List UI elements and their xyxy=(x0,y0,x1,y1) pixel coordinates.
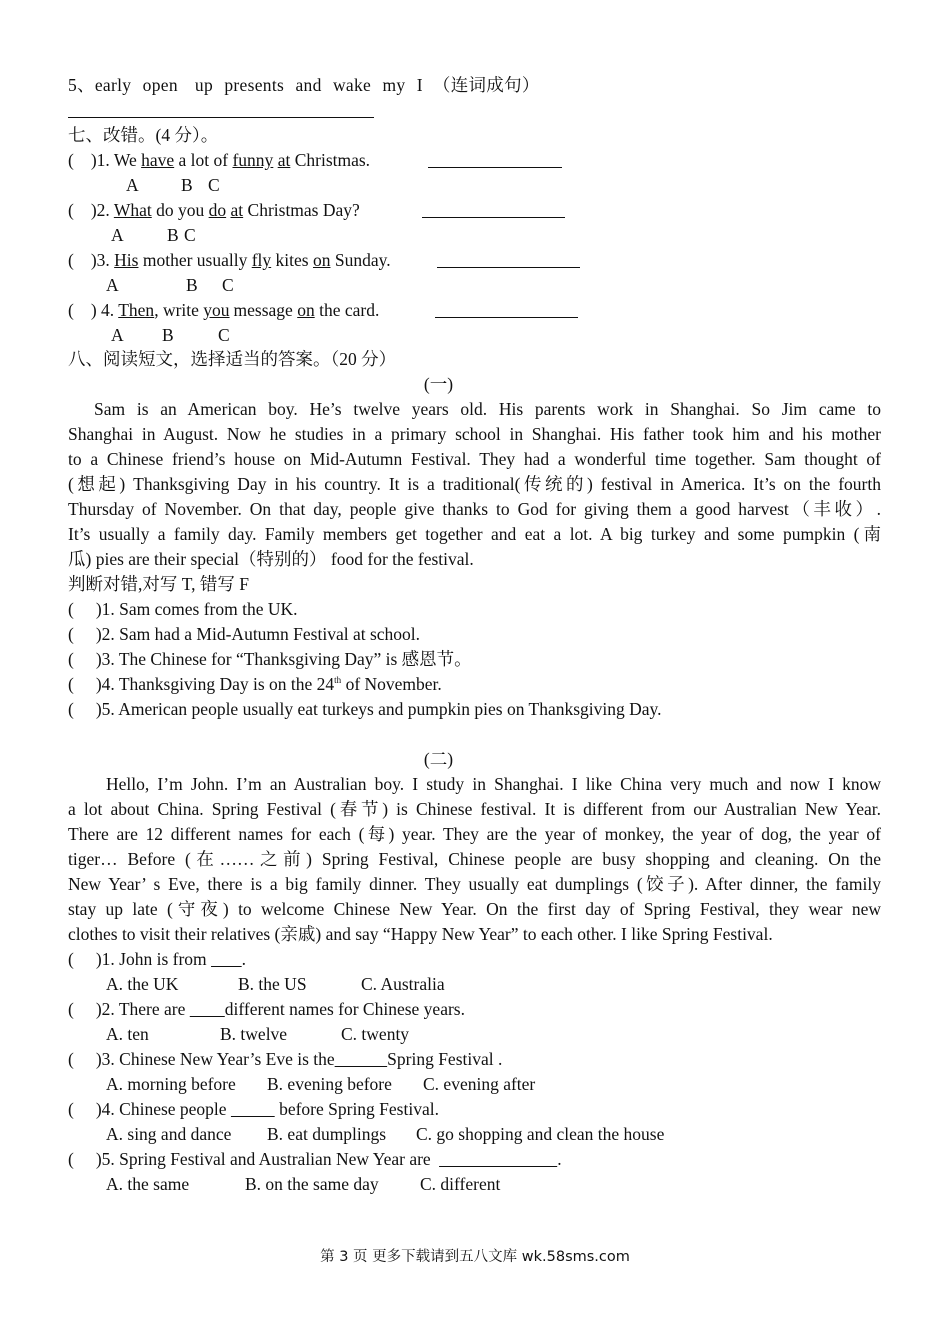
p1-question-4-tail: of November. xyxy=(341,674,442,694)
s7-item-1-option-b: funny xyxy=(232,150,274,170)
s7-item-3-paren: ( xyxy=(68,250,74,270)
q5-instruction: （连词成句） xyxy=(432,75,540,95)
passage2-line-1: Hello, I’m John. I’m an Australian boy. I study in Shanghai. I like China very much and now I know xyxy=(106,774,881,794)
p2-question-5: ( )5. Spring Festival and Australian New Year are . xyxy=(68,1149,562,1169)
passage1-line-6: It’s usually a family day. Family members get together and eat a lot. A big turkey and some pumpkin (南 xyxy=(68,524,881,544)
p2-q1-blank xyxy=(211,949,242,969)
section7-title: 七、改错。(4 分）。 xyxy=(68,125,219,145)
s7-item-2 xyxy=(68,199,360,221)
s7-item-3-text-3: kites xyxy=(275,250,309,270)
p2-question-4: ( )4. Chinese people before Spring Festival. xyxy=(68,1099,439,1119)
s7-item-4-option-c: on xyxy=(297,300,315,320)
passage1-line-5: Thursday of November. On that day, people give thanks to God for giving them a good harvest（丰收）. xyxy=(68,499,881,519)
p2-q5-blank xyxy=(439,1149,557,1169)
p1-question-4: ( )4. Thanksgiving Day is on the 24th of November. xyxy=(68,674,442,694)
passage1-line-1: Sam is an American boy. He’s twelve years old. His parents work in Shanghai. So Jim came to xyxy=(94,399,881,419)
p1-question-5: ( )5. American people usually eat turkeys and pumpkin pies on Thanksgiving Day. xyxy=(68,699,662,719)
p2-q4-option-b: B. eat dumplings xyxy=(267,1124,387,1144)
passage2-heading: (二) xyxy=(423,749,454,769)
s7-item-1 xyxy=(68,149,370,171)
p2-q2-blank xyxy=(190,999,225,1019)
s7-item-4-number: ) 4. xyxy=(90,300,115,320)
p2-q2-option-c: C. twenty xyxy=(341,1024,410,1044)
s7-item-2-number: )2. xyxy=(90,200,110,220)
s7-item-4-text-4: the card. xyxy=(319,300,380,320)
s7-item-4-paren: ( xyxy=(68,300,74,320)
q5-words: early open up presents and wake my I xyxy=(94,75,423,95)
s7-item-2-text-3: Christmas Day? xyxy=(247,200,360,220)
passage2-line-2: a lot about China. Spring Festival (春节) is Chinese festival. It is different from our Australian New Year. xyxy=(68,799,881,819)
p2-question-3: ( )3. Chinese New Year’s Eve is the Spring Festival . xyxy=(68,1049,503,1069)
p1-question-1: ( )1. Sam comes from the UK. xyxy=(68,599,298,619)
s7-item-2-option-a: What xyxy=(113,200,152,220)
s7-item-2-paren: ( xyxy=(68,200,74,220)
s7-item-1-text-1: We xyxy=(113,150,137,170)
passage2-line-5: New Year’ s Eve, there is a big family dinner. They usually eat dumplings (饺子). After dinner, the family xyxy=(68,874,881,894)
p2-q4-option-c: C. go shopping and clean the house xyxy=(416,1124,665,1144)
p2-q1-option-b: B. the US xyxy=(238,974,307,994)
passage2-line-4: tiger… Before (在……之前) Spring Festival, Chinese people are busy shopping and cleaning. On the xyxy=(68,849,881,869)
p2-q5-option-a: A. the same xyxy=(106,1174,190,1194)
p2-q5-option-c: C. different xyxy=(420,1174,501,1194)
s7-item-2-text-2: do you xyxy=(156,200,205,220)
s7-item-3-label-b: B xyxy=(186,275,198,295)
passage1-line-3: to a Chinese friend’s house on Mid-Autumn Festival. They had a wonderful time together. Sam thought of xyxy=(68,449,881,469)
p2-q5-option-b: B. on the same day xyxy=(245,1174,379,1194)
passage2-line-7: clothes to visit their relatives (亲戚) and say “Happy New Year” to each other. I like Spring Festival. xyxy=(68,924,773,944)
p1-question-3: ( )3. The Chinese for “Thanksgiving Day” is 感恩节。 xyxy=(68,649,472,669)
p2-q3-blank xyxy=(335,1049,388,1069)
s7-item-2-option-b: do xyxy=(208,200,227,220)
s7-item-1-number: )1. xyxy=(90,150,110,170)
s7-item-4-text-3: message xyxy=(233,300,293,320)
s7-item-3-option-c: on xyxy=(312,250,331,270)
s7-item-2-answer-line xyxy=(422,217,565,218)
s7-item-4-option-a: Then xyxy=(118,300,155,320)
s7-item-3-text-4: Sunday. xyxy=(334,250,391,270)
s7-item-4-label-a: A xyxy=(111,325,124,345)
s7-item-2-label-b: B xyxy=(167,225,179,245)
p2-q1-option-c: C. Australia xyxy=(361,974,445,994)
s7-item-1-label-a: A xyxy=(126,175,139,195)
p2-q2-option-a: A. ten xyxy=(106,1024,149,1044)
passage1-line-2: Shanghai in August. Now he studies in a primary school in Shanghai. His father took him and his mother xyxy=(68,424,881,444)
s7-item-4-text-2: , write xyxy=(154,300,199,320)
p1-question-2: ( )2. Sam had a Mid-Autumn Festival at school. xyxy=(68,624,421,644)
passage2-line-3: There are 12 different names for each (每) year. They are the year of monkey, the year of dog, the year of xyxy=(68,824,881,844)
p2-q3-option-b: B. evening before xyxy=(267,1074,392,1094)
p2-q3-option-a: A. morning before xyxy=(106,1074,236,1094)
s7-item-3-label-c: C xyxy=(222,275,234,295)
s7-item-4-option-b: you xyxy=(203,300,230,320)
p1-question-4-sup: th xyxy=(334,675,342,686)
passage1-line-4: (想起) Thanksgiving Day in his country. It is a traditional(传统的) festival in America. It’s on the fourth xyxy=(68,474,881,494)
s7-item-1-paren: ( xyxy=(68,150,74,170)
s7-item-4 xyxy=(68,299,379,321)
s7-item-1-label-b: B xyxy=(181,175,193,195)
s7-item-3-option-a: His xyxy=(114,250,139,270)
s7-item-3-label-a: A xyxy=(106,275,119,295)
s7-item-1-text-2: a lot of xyxy=(178,150,229,170)
page-footer: 第 3 页 更多下载请到五八文库 wk.58sms.com xyxy=(320,1249,630,1265)
s7-item-1-label-c: C xyxy=(208,175,220,195)
passage1-instruction: 判断对错,对写 T, 错写 F xyxy=(68,574,249,594)
s7-item-3-text-2: mother usually xyxy=(142,250,248,270)
s7-item-3-number: )3. xyxy=(90,250,110,270)
p2-q1-option-a: A. the UK xyxy=(106,974,179,994)
passage2-line-6: stay up late (守夜) to welcome Chinese New Year. On the first day of Spring Festival, they wear new xyxy=(68,899,881,919)
s7-item-3-answer-line xyxy=(437,267,580,268)
s7-item-2-label-c: C xyxy=(184,225,196,245)
question-5 xyxy=(68,74,540,96)
p2-q3-option-c: C. evening after xyxy=(423,1074,536,1094)
passage1-heading: (一) xyxy=(423,374,454,394)
s7-item-2-label-a: A xyxy=(111,225,124,245)
p2-question-1: ( )1. John is from . xyxy=(68,949,247,969)
passage1-line-7: 瓜) pies are their special（特别的） food for the festival. xyxy=(68,549,474,569)
s7-item-3-option-b: fly xyxy=(251,250,272,270)
s7-item-1-text-3: Christmas. xyxy=(294,150,371,170)
p2-q2-option-b: B. twelve xyxy=(220,1024,288,1044)
s7-item-1-option-a: have xyxy=(141,150,175,170)
s7-item-1-option-c: at xyxy=(277,150,291,170)
q5-number: 5、 xyxy=(68,75,95,95)
section8-title: 八、阅读短文，选择适当的答案。（20 分） xyxy=(68,349,397,369)
s7-item-4-label-b: B xyxy=(162,325,174,345)
s7-item-3 xyxy=(68,249,391,271)
p2-question-2: ( )2. There are different names for Chinese years. xyxy=(68,999,465,1019)
s7-item-4-answer-line xyxy=(435,317,578,318)
p2-q4-option-a: A. sing and dance xyxy=(106,1124,232,1144)
s7-item-1-answer-line xyxy=(428,167,562,168)
q5-answer-line xyxy=(68,117,374,118)
p2-q4-blank xyxy=(231,1099,275,1119)
s7-item-4-label-c: C xyxy=(218,325,230,345)
s7-item-2-option-c: at xyxy=(230,200,244,220)
